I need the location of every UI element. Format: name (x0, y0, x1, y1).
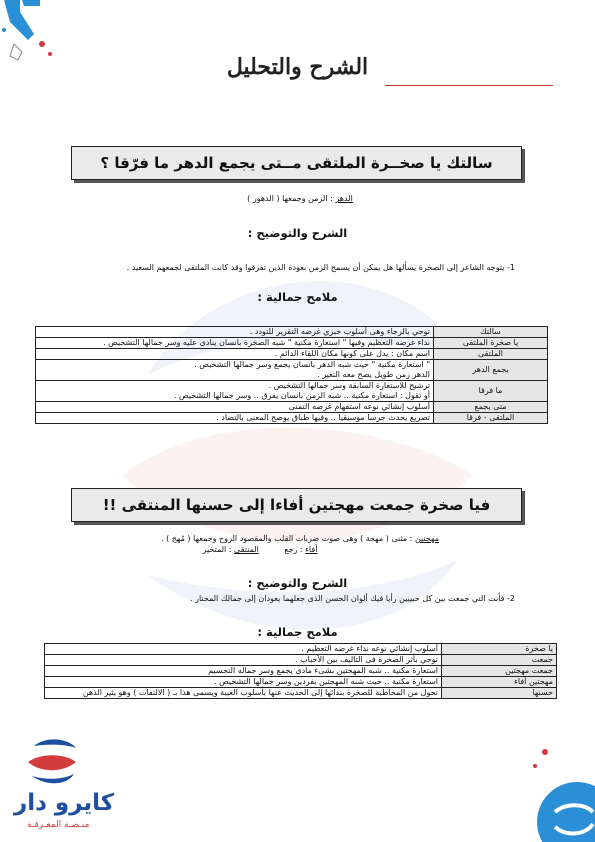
row-description: نداء غرضه التعظيم وفيها " استعارة مكنية " شبه الصخرة بانسان ينادى عليه وسر جمالها التشخيص . (36, 338, 434, 349)
explain-heading-1: الشرح والتوضيح : (247, 226, 348, 240)
table-row (36, 381, 548, 402)
row-description: ترشيح للاستعارة السابقة وسر جمالها التشخيص . أو تقول : استعارة مكنية .. شبه الزمن بانسان يفرق .. وسر جمالها التشخيص . (36, 381, 434, 402)
row-label: متى يجمع (434, 402, 548, 413)
table-row (45, 644, 557, 655)
row-label: الملتقى (434, 349, 548, 360)
table-row (45, 666, 557, 677)
gloss-text: : رجع (284, 545, 303, 554)
beauty-table-1 (35, 326, 548, 424)
row-label: حسنها (442, 688, 557, 699)
row-description: توحي بأثر الصخرة فى التاليف بين الأحباب . (45, 655, 442, 666)
row-label: جمعت (442, 655, 557, 666)
gloss-word: مهجتين (414, 534, 439, 543)
brand-tagline: منـصـة المعـرفـة (27, 820, 90, 830)
table-row (36, 360, 548, 381)
row-label: سالتك (434, 327, 548, 338)
row-description: تصريع يحدث جرسا موسيقيا .. وفيها طباق يوضح المعنى بالتضاد . (36, 413, 434, 424)
gloss-word: الدهر (335, 194, 353, 203)
row-label: مهجتين أفاء (442, 677, 557, 688)
row-description: استعارة مكنية .. حيث شبه المهجتين بفردين وسر جمالها التشخيص . (45, 677, 442, 688)
title-underline (385, 85, 553, 86)
row-description: توحي بالرجاء وهى أسلوب خبري غرضه التقرير للتودد . (36, 327, 434, 338)
explain-heading-2: الشرح والتوضيح : (247, 576, 348, 590)
row-label: جمعت مهجتين (442, 666, 557, 677)
row-label: يجمع الدهر (434, 360, 548, 381)
table-row (36, 349, 548, 360)
verse-box-2: فيا صخرة جمعت مهجتين أفاءا إلى حسنها المنتقى !! (71, 488, 522, 522)
table-row (45, 677, 557, 688)
beauty-table-2 (44, 643, 557, 699)
table-row (45, 655, 557, 666)
beauty-heading-1: ملامح جمالية : (257, 290, 338, 304)
row-label: ما فرقا (434, 381, 548, 402)
row-description: أسلوب إنشائي نوعه استفهام غرضه التمنى (36, 402, 434, 413)
row-description: اسم مكان : يدل على كونها مكان اللقاء الدائم . (36, 349, 434, 360)
gloss-text: : مثنى ( مهجة ) وهى صوت ضربات القلب والمقصود الروح وجمعها ( مُهج ) . (161, 534, 413, 543)
explain-text-1: 1- يتوجه الشاعر إلى الصخرة يسألها هل يمكن أن يسمح الزمن بعودة الذين تفرقوا وقد كانت الملتقى لجمعهم السعيد . (126, 263, 515, 272)
table-row (36, 327, 548, 338)
gloss-1 (60, 193, 540, 204)
beauty-heading-2: ملامح جمالية : (257, 625, 338, 639)
gloss-text: : المتخير (202, 545, 232, 554)
row-description: " استعارة مكنية " حيث شبه الدهر بانسان يجمع وسر جمالها التشخيص . الدهر زمن طويل يصح معه التغير . (36, 360, 434, 381)
row-description: استعارة مكنية .. شبه المهجتين بشىء مادى يجمع وسر جماله التجسيم (45, 666, 442, 677)
brand-name: كايرو دار (14, 790, 115, 816)
corner-swirl-icon (515, 732, 595, 842)
table-row (36, 338, 548, 349)
row-label: الملتقى - فرقا (434, 413, 548, 424)
table-row (45, 688, 557, 699)
page-title: الشرح والتحليل (226, 54, 369, 80)
verse-box-1: سالتك يا صخــرة الملتقى مــتى يجمع الدهر ما فرّقا ؟ (71, 146, 522, 180)
row-description: أسلوب إنشائي نوعه نداء غرضه التعظيم . (45, 644, 442, 655)
gloss-word: أفاء (305, 545, 318, 554)
table-row (36, 413, 548, 424)
row-label: يا صخرة الملتقى (434, 338, 548, 349)
gloss-2 (60, 533, 540, 544)
row-description: تحول من المخاطبة للصخرة بندائها إلى الحديث عنها بأسلوب الغيبة ويسمى هذا بـ ( الالتفات ) وهو يثير الذهن (45, 688, 442, 699)
gloss-text: : الزمن وجمعها ( الدهور ) (247, 194, 333, 203)
gloss-3 (130, 544, 390, 555)
row-label: يا صخرة (442, 644, 557, 655)
gloss-word: المنتقى (234, 545, 259, 554)
table-row (36, 402, 548, 413)
explain-text-2: 2- فأنت التي جمعت بين كل حبيبين رأيا فيك ألوان الحسن الذى جعلهما يعودان إلى جمالك المختار . (190, 594, 515, 603)
